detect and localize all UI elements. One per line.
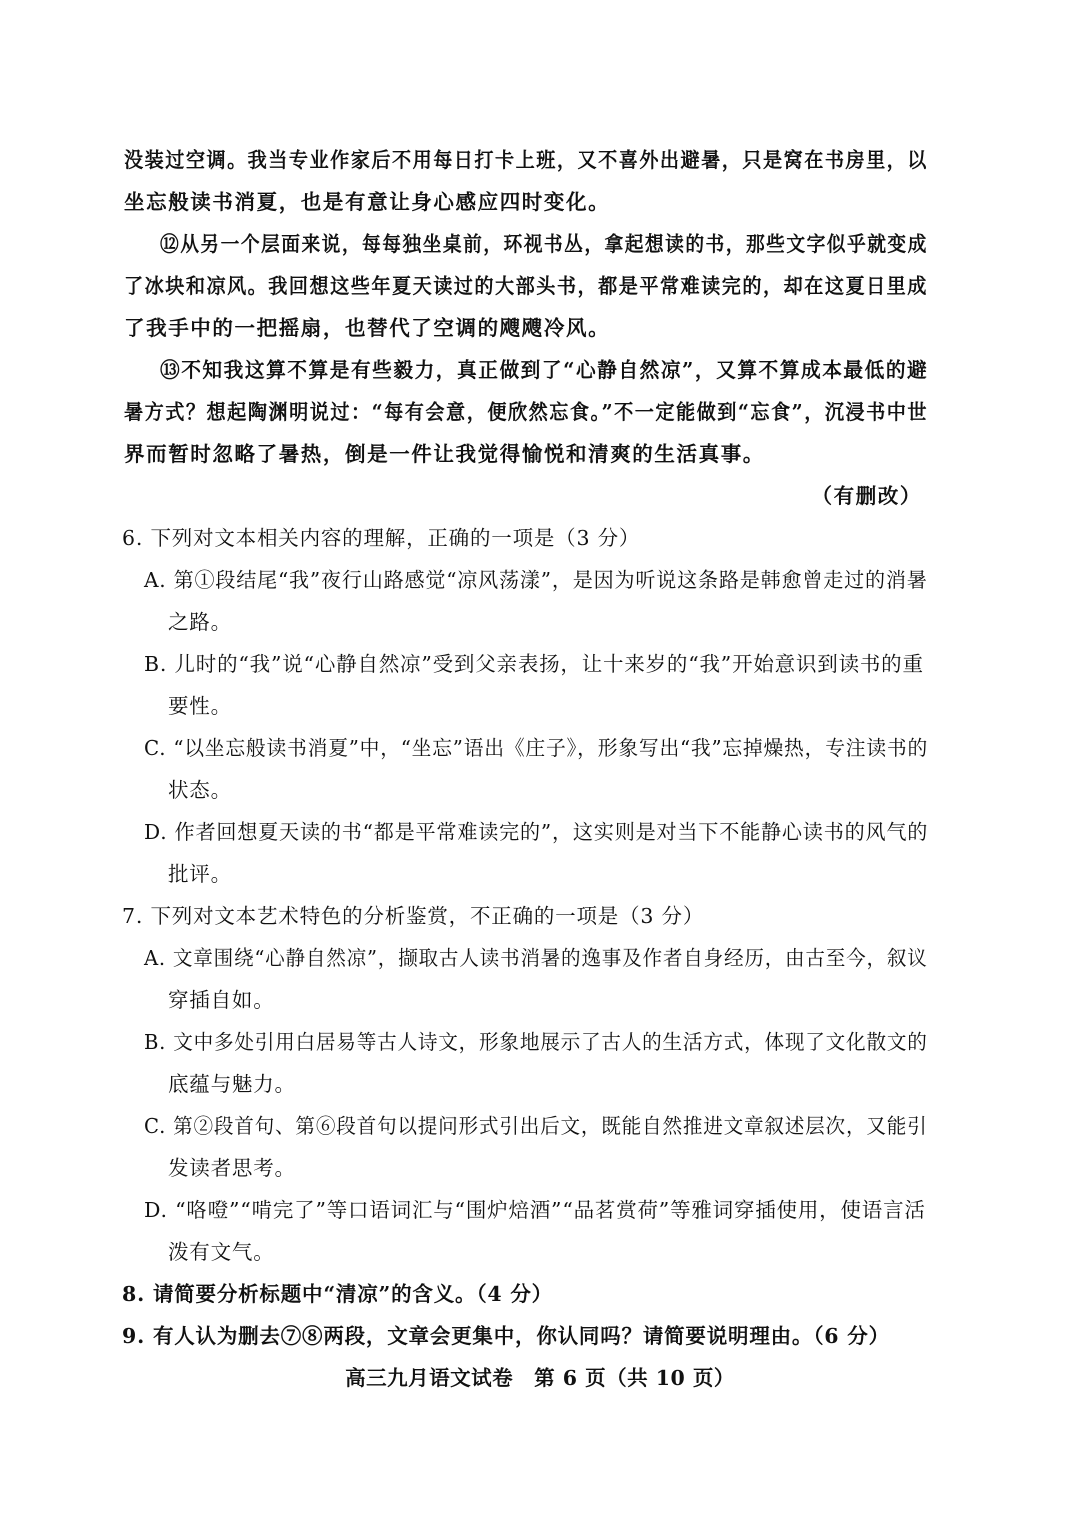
question-6-option-b-cont: 要性。 [168, 694, 232, 718]
question-6-option-a: A. 第①段结尾“我”夜行山路感觉“凉风荡漾”，是因为听说这条路是韩愈曾走过的消暑 [144, 568, 928, 592]
question-7-option-b-cont: 底蕴与魅力。 [168, 1072, 296, 1096]
question-7-option-d-cont: 泼有文气。 [168, 1240, 275, 1264]
question-9-stem: 9. 有人认为删去⑦⑧两段，文章会更集中，你认同吗？请简要说明理由。（6 分） [122, 1324, 890, 1348]
question-6-stem: 6. 下列对文本相关内容的理解，正确的一项是（3 分） [122, 526, 641, 550]
question-7-option-b: B. 文中多处引用白居易等古人诗文，形象地展示了古人的生活方式，体现了文化散文的 [144, 1030, 928, 1054]
question-7-option-a-cont: 穿插自如。 [168, 988, 275, 1012]
question-6-option-d: D. 作者回想夏天读的书“都是平常难读完的”，这实则是对当下不能静心读书的风气的 [144, 820, 929, 844]
question-7-option-a: A. 文章围绕“心静自然凉”，撷取古人读书消暑的逸事及作者自身经历，由古至今，叙议 [144, 946, 928, 970]
question-6-option-b: B. 儿时的“我”说“心静自然凉”受到父亲表扬，让十来岁的“我”开始意识到读书的重 [144, 652, 924, 676]
source-note: （有删改） [811, 484, 922, 508]
passage-paragraph-12: ⑫从另一个层面来说，每每独坐桌前，环视书丛，拿起想读的书，那些文字似乎就变成 [160, 232, 928, 256]
passage-line: 没装过空调。我当专业作家后不用每日打卡上班，又不喜外出避暑，只是窝在书房里，以 [124, 148, 928, 172]
passage-line: 暑方式？想起陶渊明说过：“每有会意，便欣然忘食。”不一定能做到“忘食”，沉浸书中世 [124, 400, 929, 424]
question-7-option-c-cont: 发读者思考。 [168, 1156, 296, 1180]
question-6-option-a-cont: 之路。 [168, 610, 232, 634]
question-6-option-c-cont: 状态。 [168, 778, 232, 802]
question-8-stem: 8. 请简要分析标题中“清凉”的含义。（4 分） [122, 1282, 553, 1306]
passage-line: 界而暂时忽略了暑热，倒是一件让我觉得愉悦和清爽的生活真事。 [124, 442, 765, 466]
question-7-option-c: C. 第②段首句、第⑥段首句以提问形式引出后文，既能自然推进文章叙述层次，又能引 [144, 1114, 928, 1138]
question-6-option-c: C. “以坐忘般读书消夏”中，“坐忘”语出《庄子》，形象写出“我”忘掉燥热，专注读书的 [144, 736, 929, 760]
passage-line: 了冰块和凉风。我回想这些年夏天读过的大部头书，都是平常难读完的，却在这夏日里成 [124, 274, 928, 298]
question-7-stem: 7. 下列对文本艺术特色的分析鉴赏，不正确的一项是（3 分） [122, 904, 705, 928]
passage-paragraph-13: ⑬不知我这算不算是有些毅力，真正做到了“心静自然凉”，又算不算成本最低的避 [160, 358, 929, 382]
page-footer: 高三九月语文试卷 第 6 页（共 10 页） [345, 1366, 735, 1390]
question-7-option-d: D. “咯噔”“啃完了”等口语词汇与“围炉焙酒”“品茗赏荷”等雅词穿插使用，使语言活 [144, 1198, 926, 1222]
passage-line: 了我手中的一把摇扇，也替代了空调的飕飕冷风。 [124, 316, 611, 340]
passage-line: 坐忘般读书消夏，也是有意让身心感应四时变化。 [124, 190, 611, 214]
question-6-option-d-cont: 批评。 [168, 862, 232, 886]
